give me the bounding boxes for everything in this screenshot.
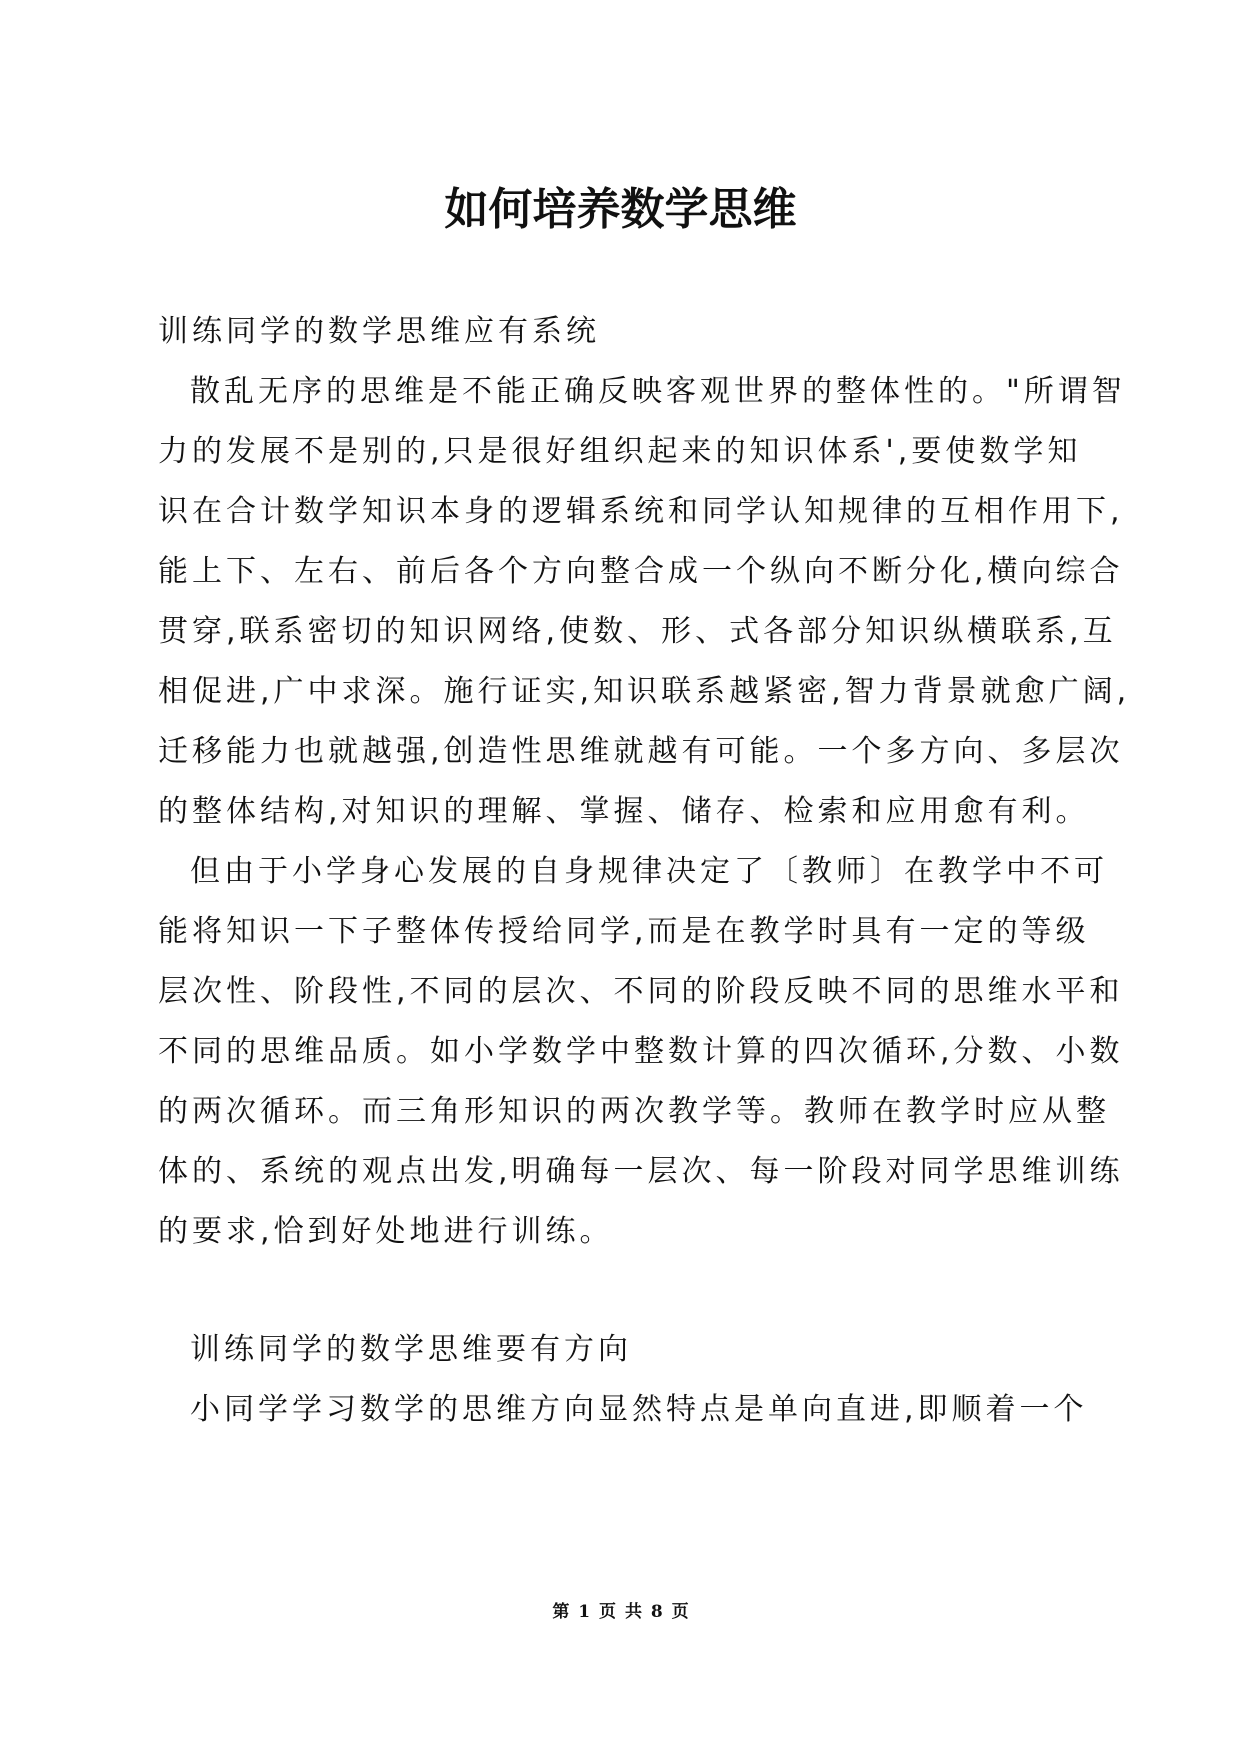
paragraph-line: 不同的思维品质。如小学数学中整数计算的四次循环,分数、小数 bbox=[158, 1034, 1124, 1069]
page-footer: 第 1 页 共 8 页 bbox=[552, 1602, 689, 1622]
paragraph-line: 能将知识一下子整体传授给同学,而是在教学时具有一定的等级 bbox=[158, 914, 1090, 949]
paragraph-line: 相促进,广中求深。施行证实,知识联系越紧密,智力背景就愈广阔, bbox=[158, 674, 1131, 709]
paragraph-line: 散乱无序的思维是不能正确反映客观世界的整体性的。"所谓智 bbox=[190, 374, 1126, 409]
paragraph-line: 体的、系统的观点出发,明确每一层次、每一阶段对同学思维训练 bbox=[158, 1154, 1124, 1189]
paragraph-line: 识在合计数学知识本身的逻辑系统和同学认知规律的互相作用下, bbox=[158, 494, 1124, 529]
paragraph-line: 的整体结构,对知识的理解、掌握、储存、检索和应用愈有利。 bbox=[158, 794, 1090, 829]
paragraph-line: 但由于小学身心发展的自身规律决定了〔教师〕在教学中不可 bbox=[190, 854, 1108, 889]
paragraph-line: 迁移能力也就越强,创造性思维就越有可能。一个多方向、多层次 bbox=[158, 734, 1124, 769]
section-heading-direction: 训练同学的数学思维要有方向 bbox=[190, 1332, 632, 1367]
paragraph-line: 能上下、左右、前后各个方向整合成一个纵向不断分化,横向综合 bbox=[158, 554, 1124, 589]
paragraph-line: 贯穿,联系密切的知识网络,使数、形、式各部分知识纵横联系,互 bbox=[158, 614, 1117, 649]
paragraph-line: 小同学学习数学的思维方向显然特点是单向直进,即顺着一个 bbox=[190, 1392, 1088, 1427]
section-heading-system: 训练同学的数学思维应有系统 bbox=[158, 314, 600, 349]
paragraph-line: 层次性、阶段性,不同的层次、不同的阶段反映不同的思维水平和 bbox=[158, 974, 1124, 1009]
paragraph-line: 的两次循环。而三角形知识的两次教学等。教师在教学时应从整 bbox=[158, 1094, 1110, 1129]
paragraph-line: 力的发展不是别的,只是很好组织起来的知识体系',要使数学知 bbox=[158, 434, 1082, 469]
paragraph-line: 的要求,恰到好处地进行训练。 bbox=[158, 1214, 614, 1249]
document-title: 如何培养数学思维 bbox=[444, 184, 797, 235]
